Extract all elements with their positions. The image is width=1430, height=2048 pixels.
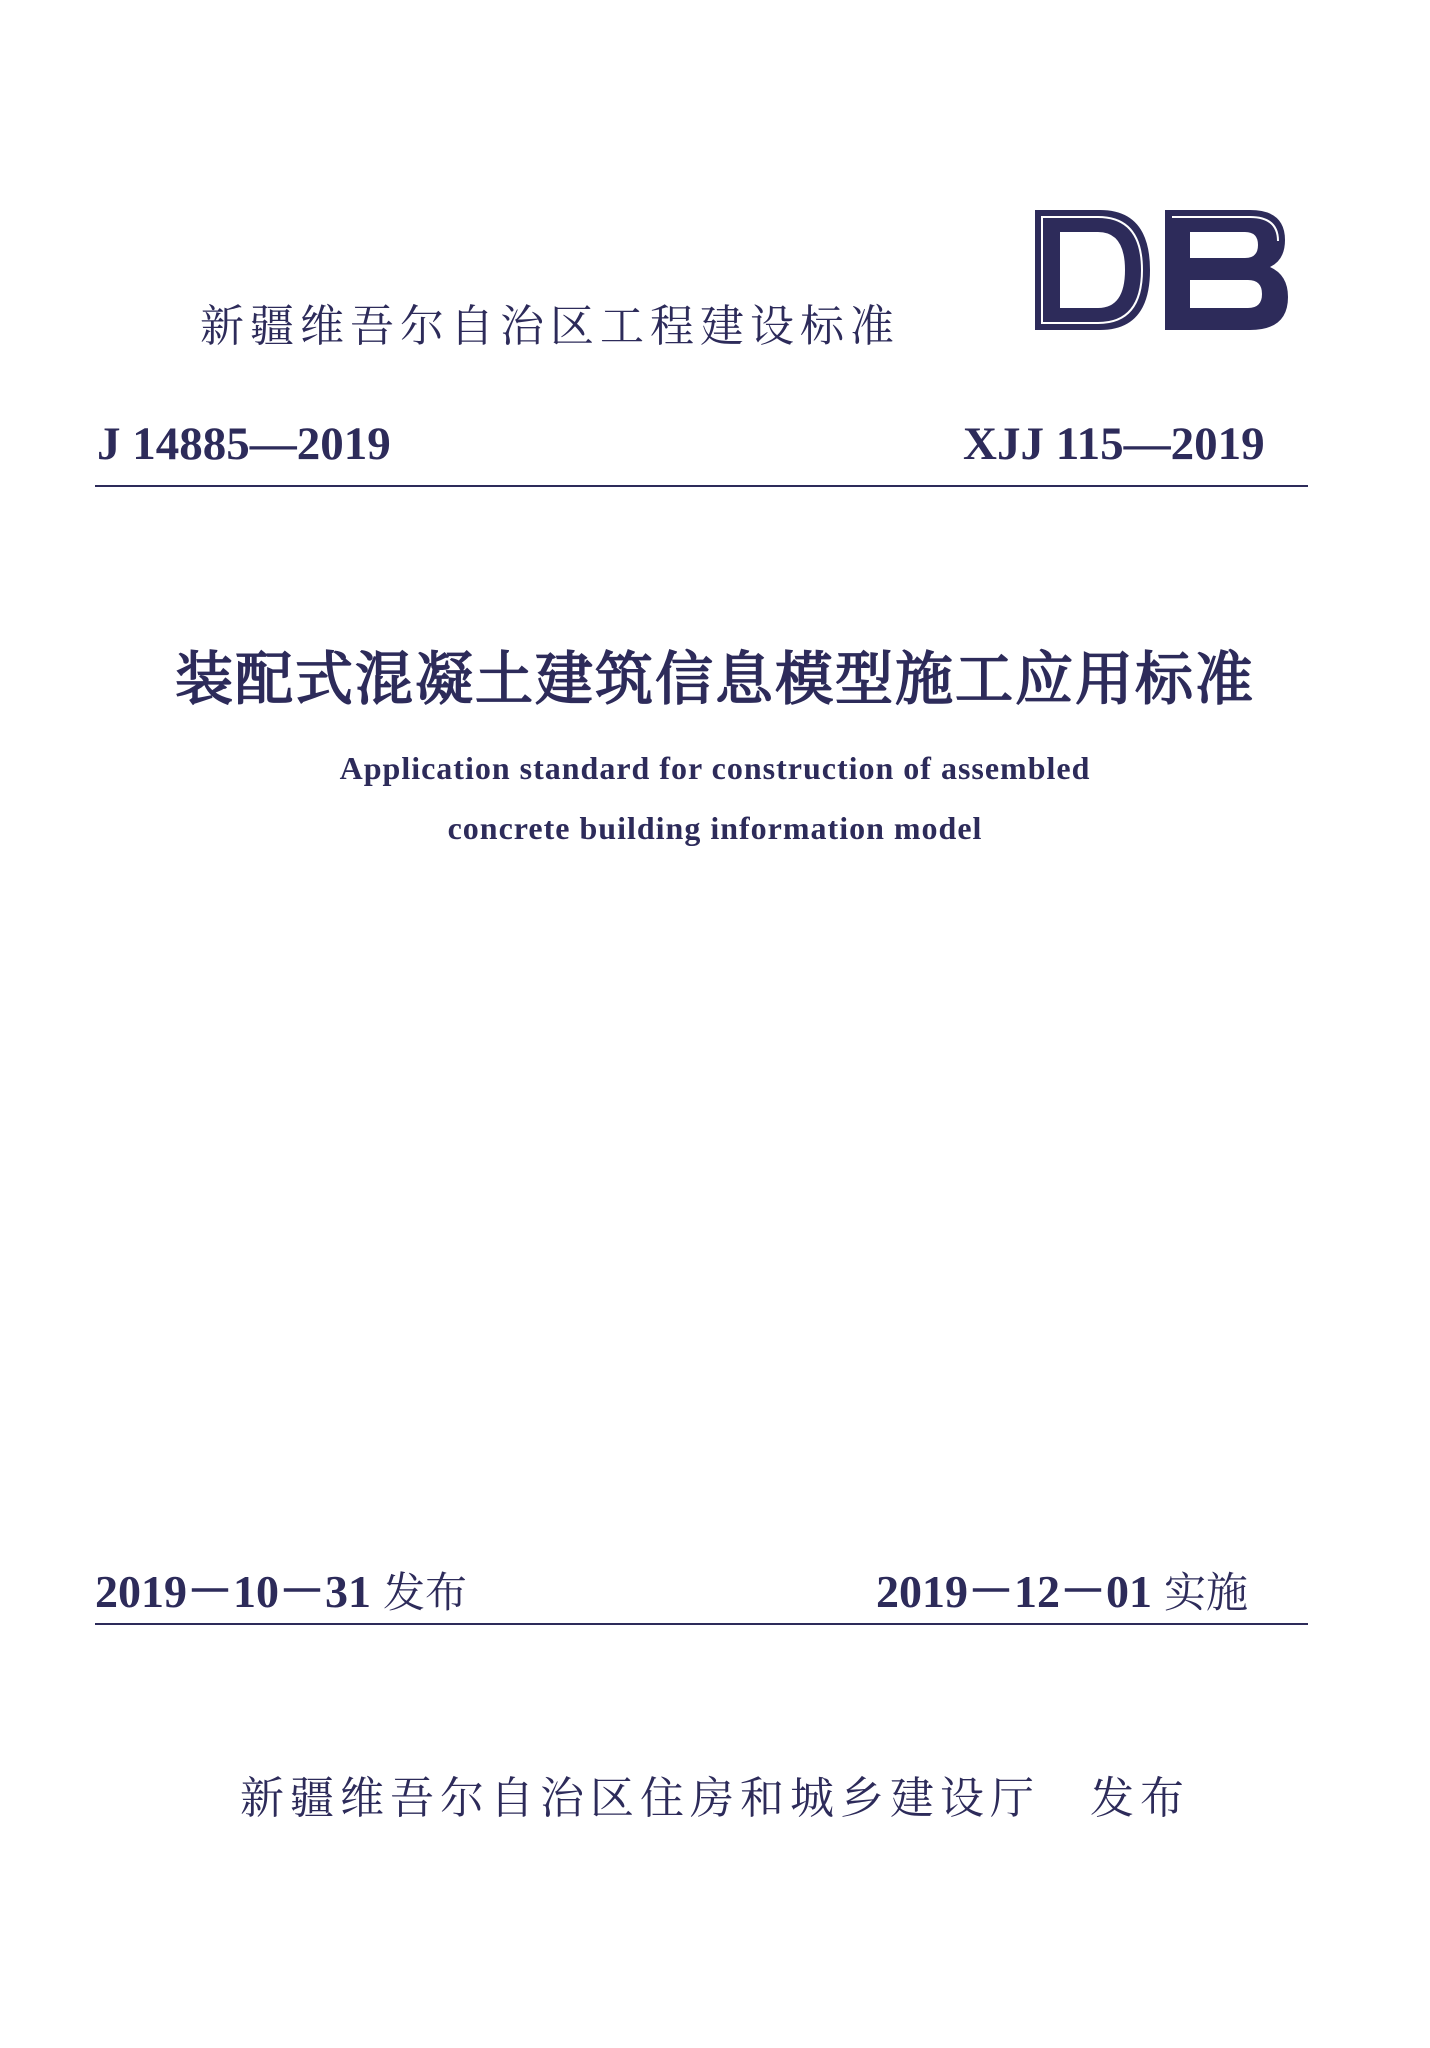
db-logo-text: DB	[1030, 205, 1032, 206]
effective-date: 2019－12－01	[876, 1566, 1152, 1617]
standard-number: XJJ 115—2019	[963, 418, 1265, 470]
db-logo-b	[1165, 210, 1288, 330]
title-english-line1: Application standard for construction of assembled	[339, 750, 1091, 786]
issuing-authority: 新疆维吾尔自治区住房和城乡建设厅 发布	[240, 1773, 1190, 1824]
bottom-divider	[95, 1623, 1308, 1625]
db-logo-d	[1035, 210, 1150, 330]
issue-date: 2019－10－31	[95, 1566, 371, 1617]
standard-category-label: 新疆维吾尔自治区工程建设标准	[200, 301, 900, 352]
record-number: J 14885—2019	[97, 418, 391, 470]
effective-label: 实施	[1164, 1568, 1249, 1617]
issue-date-block	[95, 1555, 467, 1621]
effective-date-block	[876, 1555, 1248, 1621]
top-divider	[95, 485, 1308, 487]
db-logo	[1030, 205, 1290, 335]
issue-label: 发布	[383, 1568, 468, 1617]
title-english-line2: concrete building information model	[447, 810, 983, 846]
title-chinese: 装配式混凝土建筑信息模型施工应用标准	[174, 645, 1255, 713]
